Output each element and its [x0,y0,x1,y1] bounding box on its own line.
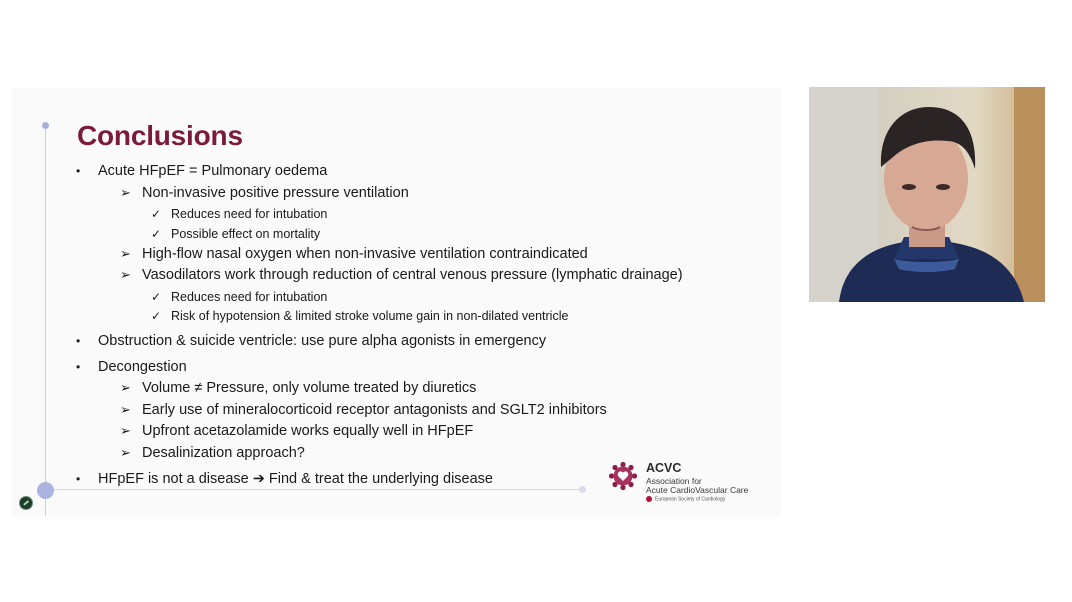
checkmark-icon: ✓ [151,227,162,241]
bullet-dot-icon: • [76,164,81,178]
bullet-text: Reduces need for intubation [171,290,328,304]
slide-title: Conclusions [77,120,243,151]
bullet-text: Possible effect on mortality [171,227,321,241]
arrow-bullet-icon: ➢ [120,185,131,200]
presenter-video-icon [809,87,1045,302]
bullet-text: Decongestion [98,359,187,375]
arrow-bullet-icon: ➢ [120,380,131,395]
logo-subtitle-2: Acute CardioVascular Care [646,485,749,495]
bullet-text: Vasodilators work through reduction of central venous pressure (lymphatic drainage) [142,267,683,283]
arrow-bullet-icon: ➢ [120,402,131,417]
esc-text: European Society of Cardiology [655,496,726,503]
bullet-level-3 [151,205,328,223]
bullet-text: Upfront acetazolamide works equally well in HFpEF [142,423,474,439]
bullet-text: Non-invasive positive pressure ventilation [142,185,409,201]
arrow-bullet-icon: ➢ [120,267,131,282]
checkmark-icon: ✓ [151,207,162,221]
bullet-text: Desalinization approach? [142,445,305,461]
bullet-level-1 [76,358,187,376]
bullet-dot-icon: • [76,360,81,374]
bullet-level-1 [76,162,328,180]
bullet-level-3 [151,307,569,325]
bullet-level-2 [120,245,588,263]
bullet-dot-icon: • [76,334,81,348]
bullet-level-2 [120,401,607,419]
checkmark-icon: ✓ [151,290,162,304]
acvc-logo [608,461,783,506]
arrow-bullet-icon: ➢ [120,423,131,438]
esc-label [646,496,725,502]
bullet-text: Volume ≠ Pressure, only volume treated by diuretics [142,380,477,396]
bullet-level-2 [120,266,683,284]
bullet-level-2 [120,184,409,202]
bullet-dot-icon: • [76,472,81,486]
bullet-text: Acute HFpEF = Pulmonary oedema [98,163,328,179]
bullet-text: High-flow nasal oxygen when non-invasive ventilation contraindicated [142,246,588,262]
checkmark-icon: ✓ [151,309,162,323]
bullet-text: Early use of mineralocorticoid receptor antagonists and SGLT2 inhibitors [142,402,607,418]
bullet-level-2 [120,444,305,462]
bullet-text: Risk of hypotension & limited stroke volume gain in non-dilated ventricle [171,309,569,323]
bullet-level-2 [120,422,474,440]
presenter-webcam [809,87,1045,302]
bullet-level-1 [76,332,547,350]
arrow-bullet-icon: ➢ [120,445,131,460]
arrow-bullet-icon: ➢ [120,246,131,261]
logo-name: ACVC [646,461,682,475]
bullet-text: Obstruction & suicide ventricle: use pure alpha agonists in emergency [98,333,547,349]
acvc-heart-logo-icon [608,461,638,491]
bullet-level-1 [76,470,493,488]
bullet-text: HFpEF is not a disease ➔ Find & treat the underlying disease [98,471,493,487]
esc-heart-icon [646,496,652,502]
bullet-level-2 [120,379,477,397]
bullet-text: Reduces need for intubation [171,207,328,221]
logo-subtitle-1: Association for [646,476,702,486]
bullet-level-3 [151,288,328,306]
bullet-level-3 [151,225,321,243]
